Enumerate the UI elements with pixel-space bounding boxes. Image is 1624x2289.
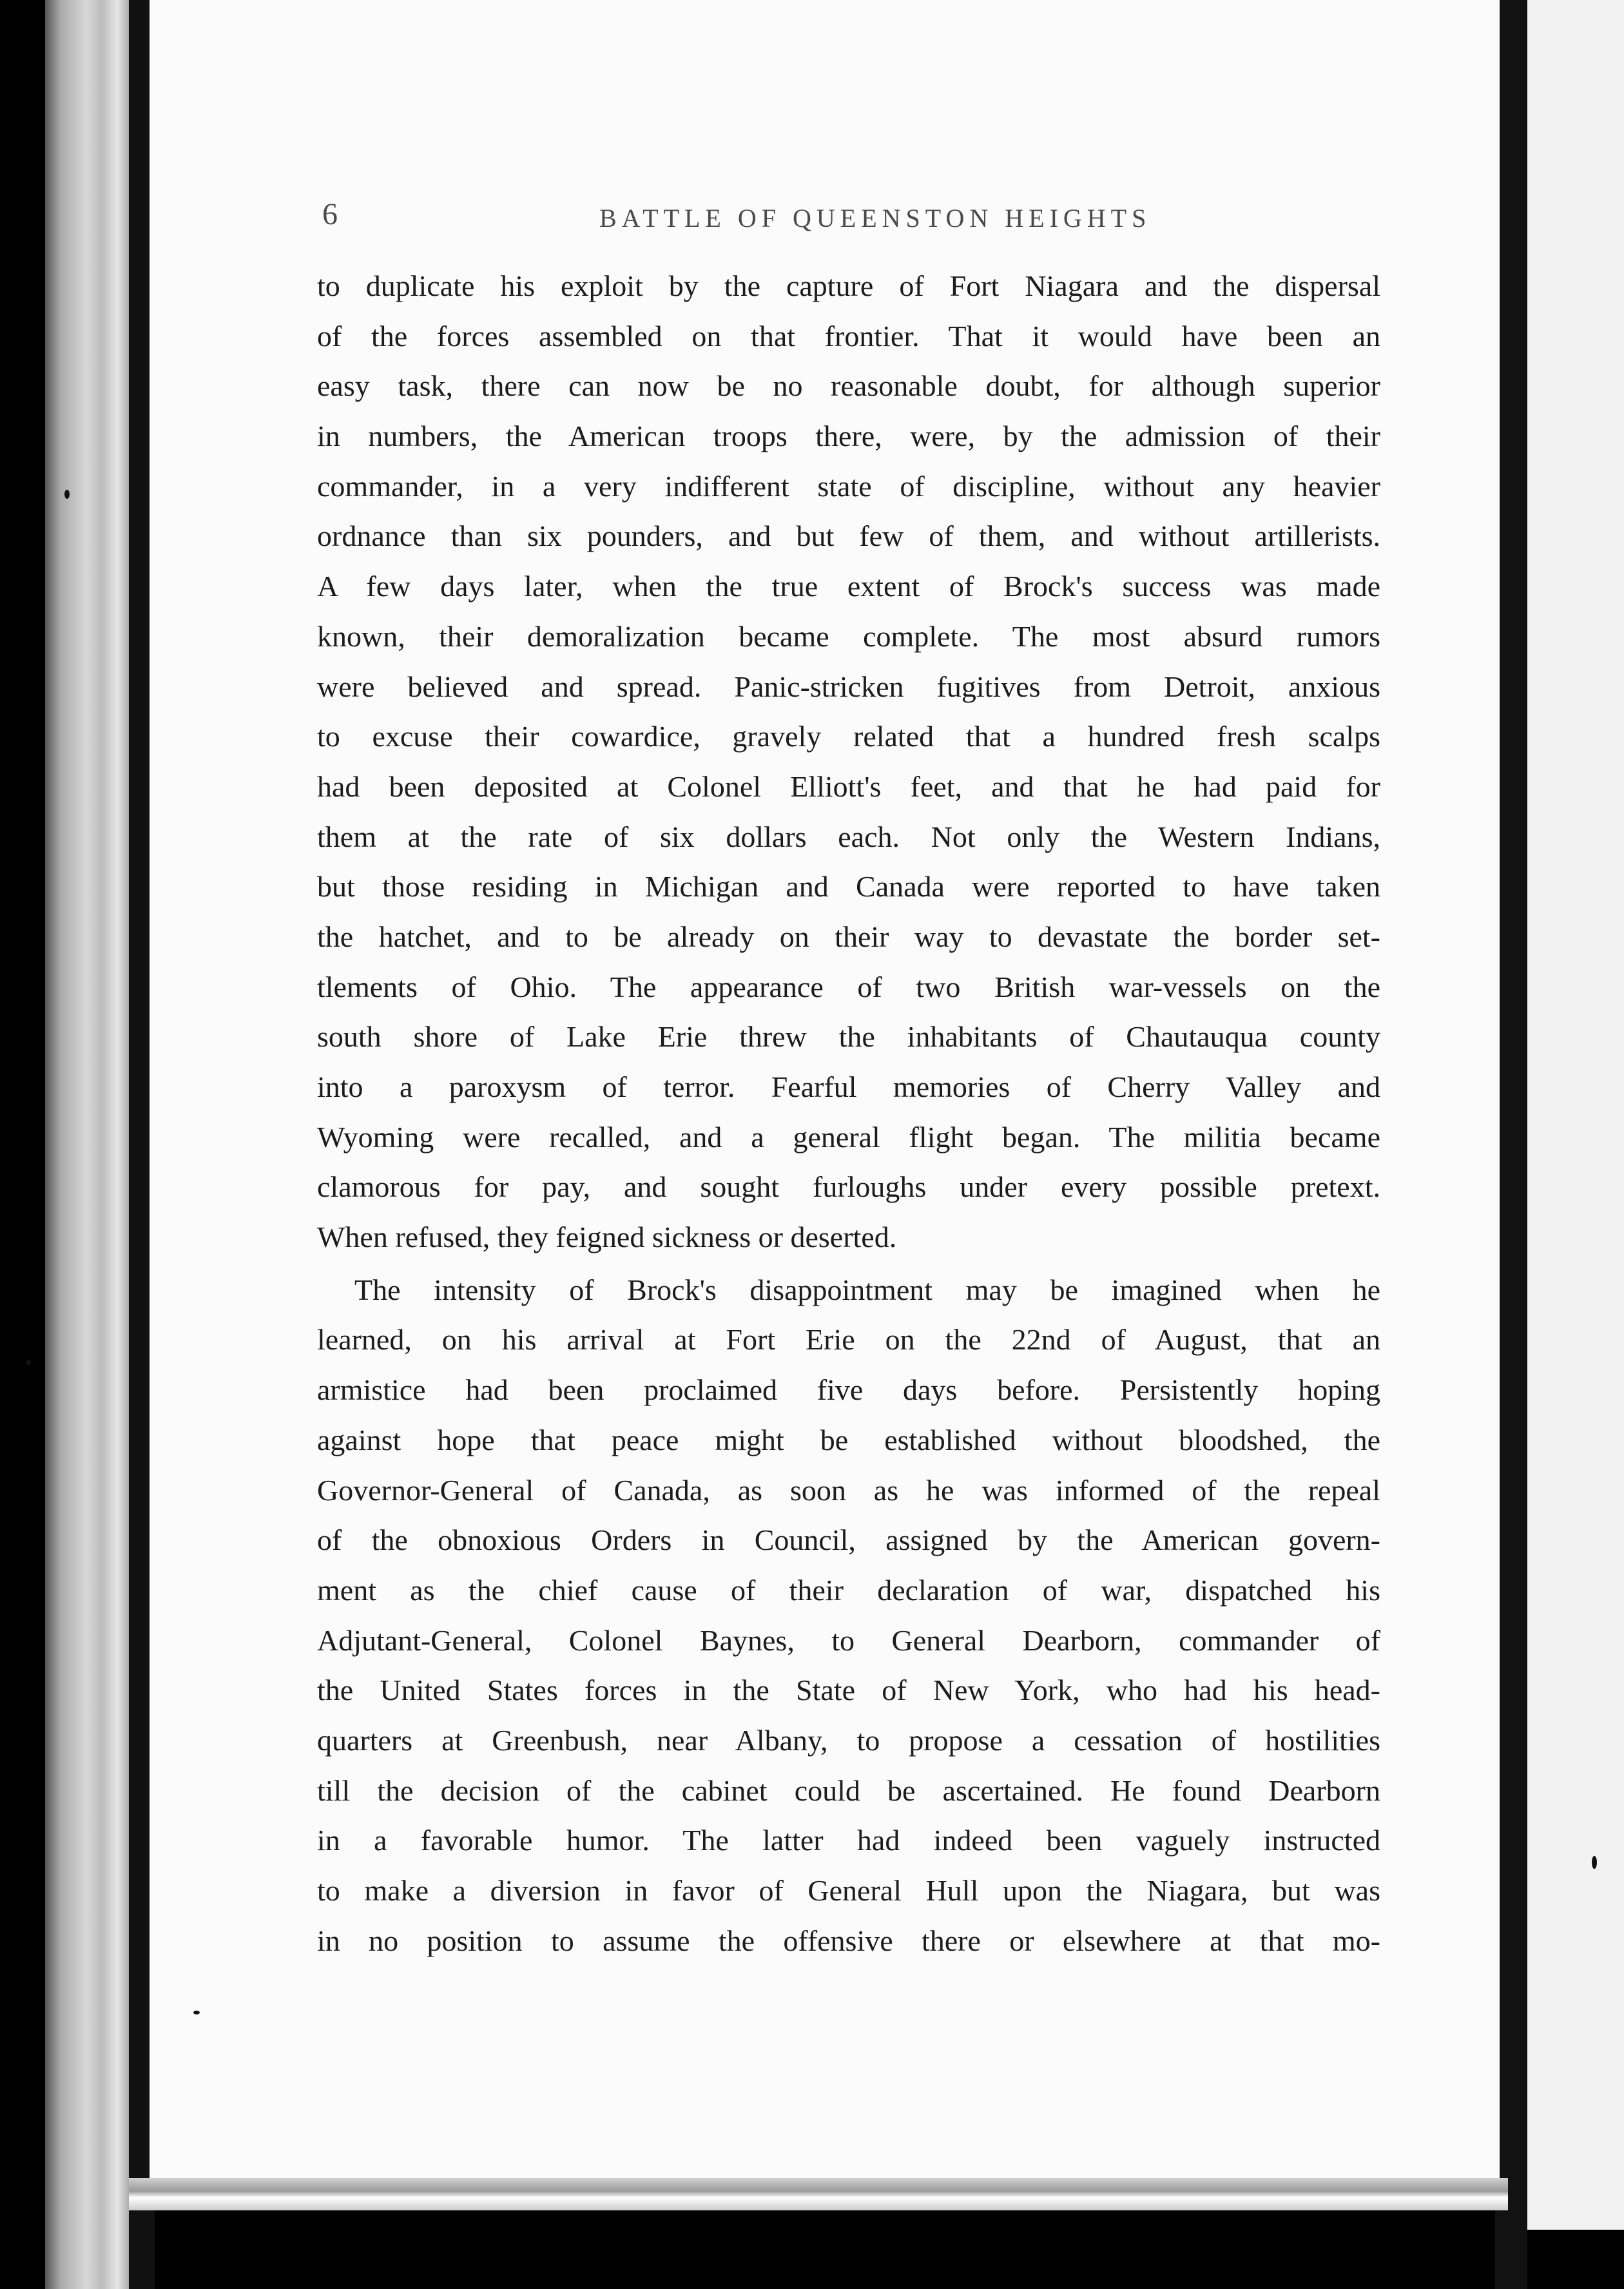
scan-speck: [64, 490, 70, 499]
text-line: known, their demoralization became complete. The most absurd rumors: [317, 619, 1380, 653]
text-line: Wyoming were recalled, and a general flight began. The militia became: [317, 1120, 1380, 1154]
adjacent-page-edge: [1527, 0, 1624, 2230]
text-line: till the decision of the cabinet could be ascertained. He found Dearborn: [317, 1773, 1380, 1807]
running-head: [322, 197, 1469, 235]
text-line: into a paroxysm of terror. Fearful memories of Cherry Valley and: [317, 1070, 1380, 1103]
text-line: against hope that peace might be established without bloodshed, the: [317, 1423, 1380, 1456]
text-line: in numbers, the American troops there, were, by the admission of their: [317, 420, 1380, 453]
text-line: The intensity of Brock's disappointment may be imagined when he: [354, 1273, 1380, 1306]
text-line: south shore of Lake Erie threw the inhabitants of Chautauqua county: [317, 1020, 1380, 1054]
text-line: the hatchet, and to be already on their way to devastate the border set-: [317, 920, 1380, 953]
text-line: Governor-General of Canada, as soon as he was informed of the repeal: [317, 1473, 1380, 1507]
text-line: quarters at Greenbush, near Albany, to propose a cessation of hostilities: [317, 1723, 1380, 1757]
book-gutter-right: [1495, 0, 1527, 2289]
text-line: When refused, they feigned sickness or deserted.: [317, 1221, 897, 1254]
text-line: the United States forces in the State of New York, who had his head-: [317, 1674, 1380, 1707]
page-number: 6: [322, 197, 338, 231]
text-line: them at the rate of six dollars each. Not only the Western Indians,: [317, 820, 1380, 853]
text-line: but those residing in Michigan and Canada were reported to have taken: [317, 870, 1380, 903]
text-line: to excuse their cowardice, gravely related that a hundred fresh scalps: [317, 720, 1380, 753]
text-line: armistice had been proclaimed five days before. Persistently hoping: [317, 1373, 1380, 1407]
text-line: to make a diversion in favor of General Hull upon the Niagara, but was: [317, 1874, 1380, 1907]
scan-speck: [1592, 1856, 1597, 1869]
running-title: BATTLE OF QUEENSTON HEIGHTS: [599, 204, 1152, 233]
paragraph-1: [317, 261, 1380, 1262]
text-line: ordnance than six pounders, and but few of them, and without artillerists.: [317, 519, 1380, 553]
text-line: in a favorable humor. The latter had indeed been vaguely instructed: [317, 1824, 1380, 1857]
page-bottom-edge: [129, 2178, 1508, 2210]
text-line: of the forces assembled on that frontier. That it would have been an: [317, 319, 1380, 353]
text-line: tlements of Ohio. The appearance of two British war-vessels on the: [317, 970, 1380, 1003]
text-line: A few days later, when the true extent of Brock's success was made: [317, 570, 1380, 603]
scan-speck: [26, 1360, 31, 1365]
text-line: were believed and spread. Panic-stricken fugitives from Detroit, anxious: [317, 670, 1380, 703]
text-line: clamorous for pay, and sought furloughs under every possible pretext.: [317, 1170, 1380, 1204]
text-line: learned, on his arrival at Fort Erie on the 22nd of August, that an: [317, 1323, 1380, 1357]
text-line: in no position to assume the offensive there or elsewhere at that mo-: [317, 1924, 1380, 1957]
text-line: of the obnoxious Orders in Council, assigned by the American govern-: [317, 1523, 1380, 1557]
text-line: Adjutant-General, Colonel Baynes, to General Dearborn, commander of: [317, 1623, 1380, 1657]
body-text: [317, 261, 1380, 1965]
text-line: commander, in a very indifferent state of discipline, without any heavier: [317, 469, 1380, 503]
paragraph-2: [317, 1265, 1380, 1966]
scan-speck: [193, 2011, 200, 2014]
text-line: to duplicate his exploit by the capture of Fort Niagara and the dispersal: [317, 269, 1380, 302]
text-line: ment as the chief cause of their declaration of war, dispatched his: [317, 1573, 1380, 1607]
text-line: easy task, there can now be no reasonable doubt, for although superior: [317, 369, 1380, 403]
text-line: had been deposited at Colonel Elliott's feet, and that he had paid for: [317, 769, 1380, 803]
